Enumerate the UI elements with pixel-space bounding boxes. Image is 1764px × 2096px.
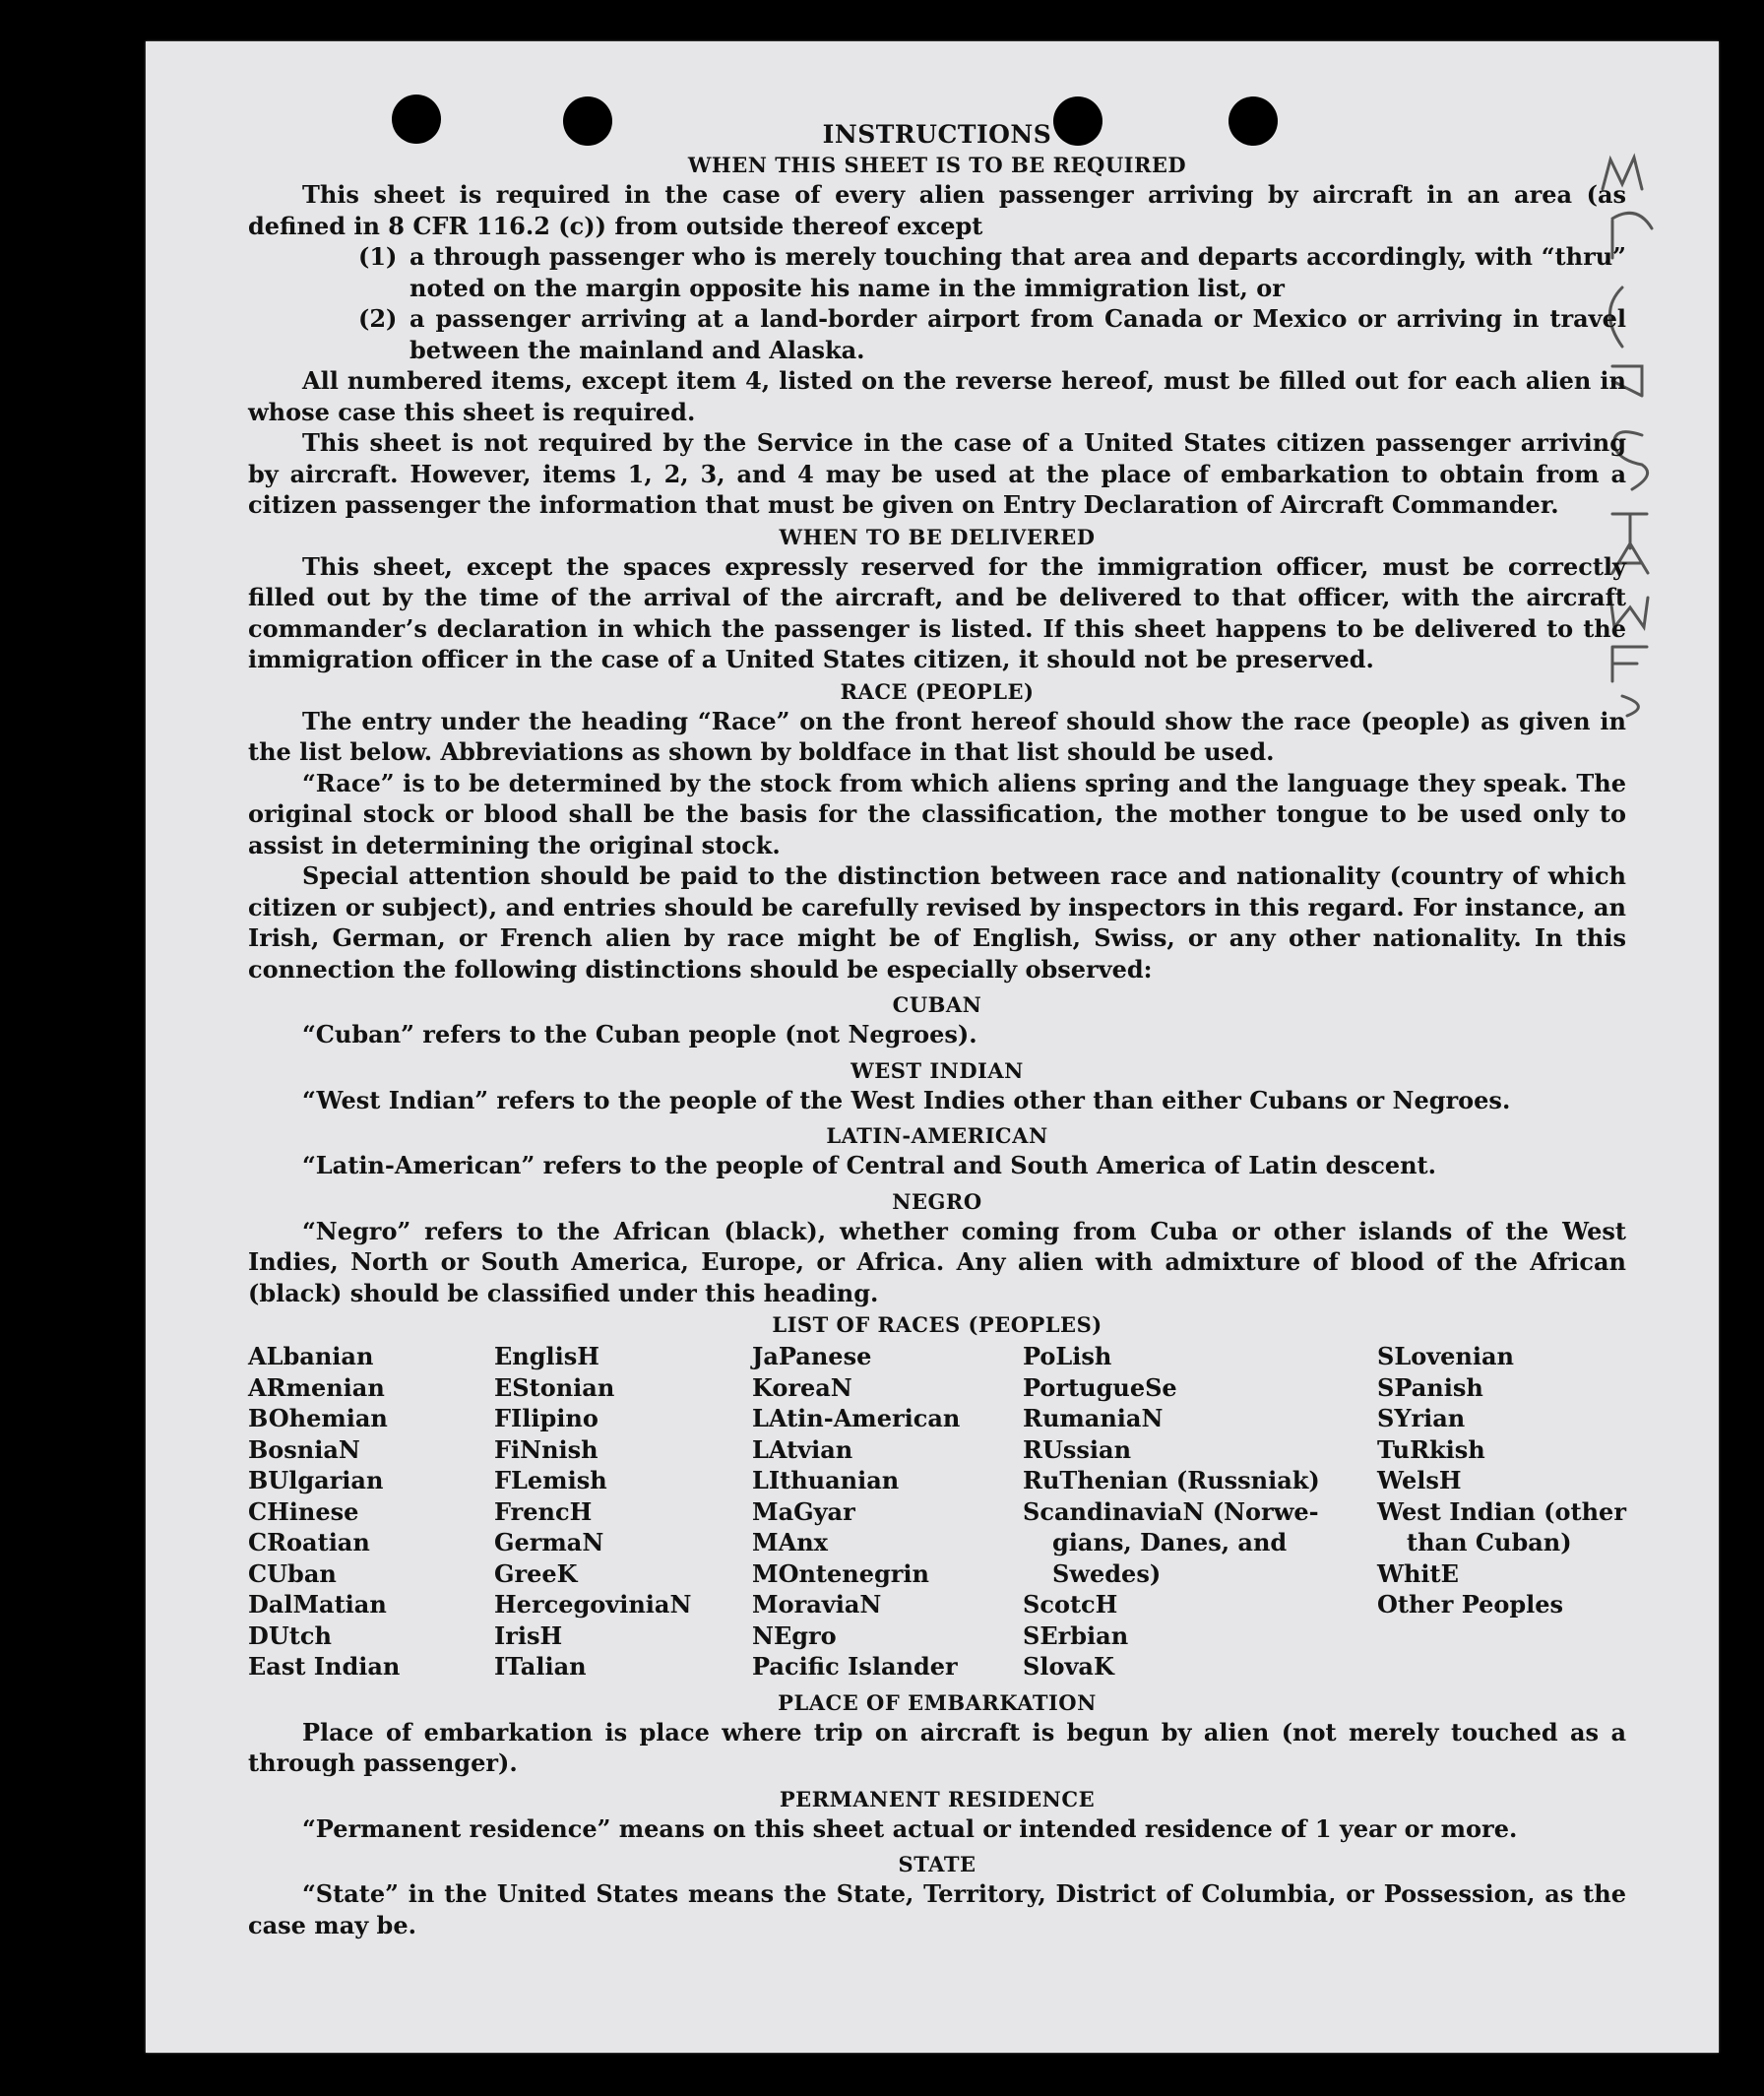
race-item: SLovenian <box>1377 1342 1514 1370</box>
race-item: SPanish <box>1377 1372 1483 1402</box>
race-item: SErbian <box>1023 1620 1129 1650</box>
race-item: CRoatian <box>248 1528 370 1556</box>
required-intro: This sheet is required in the case of every alien passenger arriving by aircraft in an area (as defined in 8 CFR 116.2 (c)) from outside thereof except <box>248 180 1626 240</box>
race-item: DUtch <box>248 1620 332 1650</box>
race-item: MaGyar <box>752 1496 855 1526</box>
race-item: LAtvian <box>752 1434 853 1464</box>
race-column-2 <box>494 1341 752 1683</box>
race-column-5 <box>1377 1341 1626 1683</box>
exception-item-2: (2) a passenger arriving at a land-border airport from Canada or Mexico or arriving in travel between the mainland and Alaska. <box>358 304 1626 364</box>
race-item: FrencH <box>494 1496 593 1526</box>
heading-cuban: CUBAN <box>892 992 982 1017</box>
race-item: GreeK <box>494 1558 578 1588</box>
race-item: EStonian <box>494 1372 615 1402</box>
race-item: FIlipino <box>494 1404 598 1432</box>
race-item: RUssian <box>1023 1434 1132 1464</box>
race-item: JaPanese <box>752 1342 872 1370</box>
race-item: FiNnish <box>494 1434 598 1464</box>
race-item: FLemish <box>494 1466 607 1494</box>
race-item: ScandinaviaN (Norwe- <box>1023 1496 1319 1526</box>
race-item: than Cuban) <box>1407 1528 1572 1556</box>
heading-permanent-residence: PERMANENT RESIDENCE <box>779 1786 1096 1811</box>
required-para-3: This sheet is not required by the Service in the case of a United States citizen passenger arriving by aircraft. However, items 1, 2, 3, and 4 may be used at the place of embarkation to obtain from a citizen passenger the information that must be given on Entry Declaration of Aircraft Commander. <box>248 428 1626 519</box>
delivered-para: This sheet, except the spaces expressly reserved for the immigration officer, must be correctly filled out by the time of the arrival of the aircraft, and be delivered to that officer, with the aircraft commander’s declaration in which the passenger is listed. If this sheet happens to be delivered to the immigration officer in the case of a United States citizen, it should not be preserved. <box>248 551 1626 673</box>
race-item: WelsH <box>1377 1466 1462 1494</box>
west-indian-para: “West Indian” refers to the people of the West Indies other than either Cubans or Negroes. <box>302 1085 1511 1114</box>
heading-state: STATE <box>898 1852 976 1876</box>
race-item: SlovaK <box>1023 1652 1114 1681</box>
heading-when-required: WHEN THIS SHEET IS TO BE REQUIRED <box>687 153 1187 177</box>
race-item: BosniaN <box>248 1434 360 1464</box>
race-item: PoLish <box>1023 1342 1112 1370</box>
race-item: BUlgarian <box>248 1466 384 1494</box>
race-item: CUban <box>248 1558 337 1588</box>
race-column-3 <box>752 1341 1023 1683</box>
race-item: TuRkish <box>1377 1434 1485 1464</box>
instructions-body <box>248 120 1626 1940</box>
heading-list-of-races: LIST OF RACES (PEOPLES) <box>772 1312 1102 1337</box>
race-item: KoreaN <box>752 1372 852 1402</box>
race-item: LIthuanian <box>752 1466 900 1494</box>
race-para-3: Special attention should be paid to the distinction between race and nationality (country of which citizen or subject), and entries should be carefully revised by inspectors in this regard. For instance, an Irish, German, or French alien by race might be of English, Swiss, or any other nationality. In this connection the following distinctions should be especially observed: <box>248 861 1626 984</box>
race-item: ALbanian <box>248 1342 374 1370</box>
race-item: IrisH <box>494 1620 563 1650</box>
race-item: PortugueSe <box>1023 1372 1177 1402</box>
document-page <box>146 41 1719 2053</box>
heading-when-delivered: WHEN TO BE DELIVERED <box>779 524 1096 549</box>
negro-para: “Negro” refers to the African (black), whether coming from Cuba or other islands of the West Indies, North or South America, Europe, or Africa. Any alien with admixture of blood of the African (black) should be classified under this heading. <box>248 1216 1626 1307</box>
race-item: EnglisH <box>494 1342 599 1370</box>
race-item: HercegoviniaN <box>494 1590 692 1619</box>
race-item: Pacific Islander <box>752 1652 958 1681</box>
cuban-para: “Cuban” refers to the Cuban people (not Negroes). <box>302 1020 977 1048</box>
race-item: MAnx <box>752 1528 828 1556</box>
race-para-1: The entry under the heading “Race” on the front hereof should show the race (people) as given in the list below. Abbreviations as shown by boldface in that list should be used. <box>248 706 1626 766</box>
residence-para: “Permanent residence” means on this sheet actual or intended residence of 1 year or more. <box>302 1813 1518 1843</box>
race-item: DalMatian <box>248 1590 387 1619</box>
race-item: RumaniaN <box>1023 1404 1164 1432</box>
exception-item-1: (1) a through passenger who is merely touching that area and departs accordingly, with “thru” noted on the margin opposite his name in the immigration list, or <box>358 242 1626 302</box>
race-para-2: “Race” is to be determined by the stock from which aliens spring and the language they speak. The original stock or blood shall be the basis for the classification, the mother tongue to be used only to assist in determining the original stock. <box>248 768 1626 859</box>
race-column-1 <box>248 1341 494 1683</box>
state-para: “State” in the United States means the State, Territory, District of Columbia, or Possession, as the case may be. <box>248 1879 1626 1939</box>
race-item: Swedes) <box>1052 1558 1162 1588</box>
race-item: ScotcH <box>1023 1590 1118 1619</box>
heading-place-of-embarkation: PLACE OF EMBARKATION <box>778 1689 1097 1715</box>
race-item: GermaN <box>494 1528 604 1556</box>
race-item: BOhemian <box>248 1404 388 1432</box>
race-item: Other Peoples <box>1377 1590 1564 1619</box>
race-item: gians, Danes, and <box>1052 1528 1288 1556</box>
latin-american-para: “Latin-American” refers to the people of Central and South America of Latin descent. <box>302 1151 1436 1179</box>
race-item: NEgro <box>752 1620 837 1650</box>
instructions-title: INSTRUCTIONS <box>822 120 1052 149</box>
embarkation-para: Place of embarkation is place where trip on aircraft is begun by alien (not merely touched as a through passenger). <box>248 1717 1626 1777</box>
race-column-4 <box>1023 1341 1377 1683</box>
heading-race: RACE (PEOPLE) <box>840 678 1035 704</box>
race-item: RuThenian (Russniak) <box>1023 1466 1320 1494</box>
race-item: LAtin-American <box>752 1404 961 1432</box>
heading-latin-american: LATIN-AMERICAN <box>826 1123 1048 1148</box>
race-item: MOntenegrin <box>752 1558 929 1588</box>
race-item: ITalian <box>494 1652 587 1681</box>
race-item: SYrian <box>1377 1404 1466 1432</box>
race-item: East Indian <box>248 1652 401 1681</box>
required-para-2: All numbered items, except item 4, listed on the reverse hereof, must be filled out for each alien in whose case this sheet is required. <box>248 366 1626 426</box>
race-item: CHinese <box>248 1496 359 1526</box>
heading-west-indian: WEST INDIAN <box>850 1057 1024 1083</box>
race-item: West Indian (other <box>1377 1496 1626 1526</box>
race-item: MoraviaN <box>752 1590 882 1619</box>
race-item: ARmenian <box>248 1372 385 1402</box>
heading-negro: NEGRO <box>892 1188 982 1214</box>
race-item: WhitE <box>1377 1558 1459 1588</box>
race-list <box>248 1341 1626 1683</box>
